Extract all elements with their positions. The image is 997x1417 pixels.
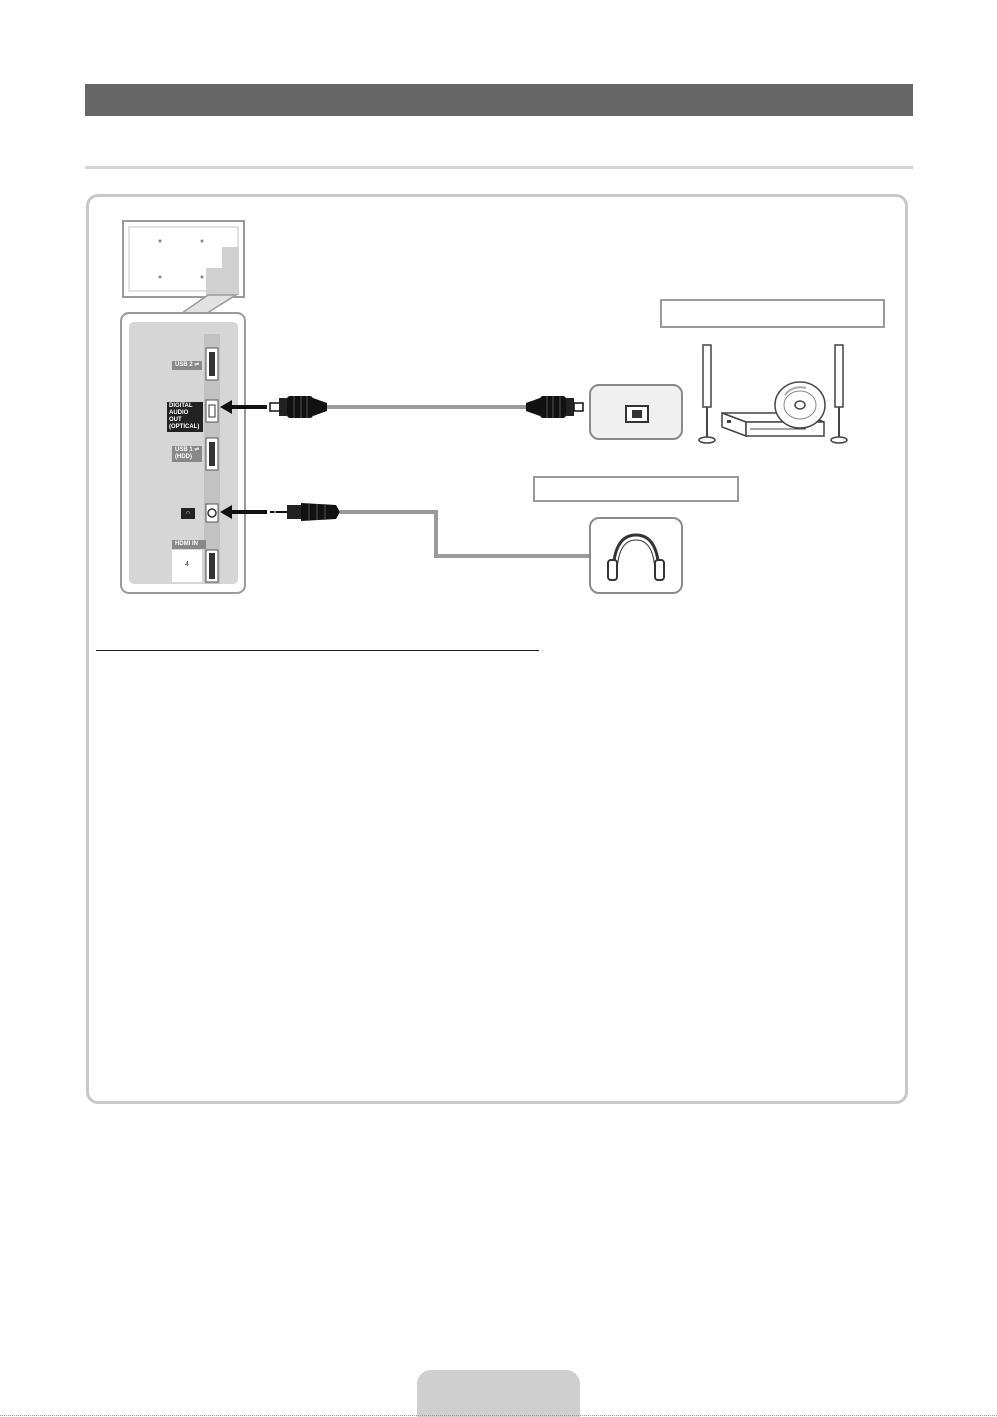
optical-input-tile xyxy=(589,384,683,440)
hdmi-number-box: 4 xyxy=(172,550,202,582)
home-theater-label-box xyxy=(660,299,885,328)
usb1-label: USB 1 ⇌ (HDD) xyxy=(172,446,202,462)
headphone-jack-label xyxy=(181,508,195,519)
tv-back-icon xyxy=(123,221,244,320)
headphone-icon: ∩ xyxy=(186,510,191,516)
page-bottom-border xyxy=(0,1415,997,1416)
optical-cable xyxy=(270,396,583,418)
page-number-tab xyxy=(417,1370,580,1417)
headphones-label-box xyxy=(533,476,739,502)
note-separator xyxy=(96,650,539,651)
hdmi-in-label: HDMI IN xyxy=(172,540,206,549)
optical-port-icon xyxy=(625,405,649,423)
home-theater-icon xyxy=(699,345,847,443)
headphones-tile xyxy=(589,517,683,594)
usb2-label: USB 2 ⇌ xyxy=(172,361,202,370)
digital-audio-out-label: DIGITAL AUDIO OUT (OPTICAL) xyxy=(167,402,203,432)
headphone-cable xyxy=(270,503,590,556)
